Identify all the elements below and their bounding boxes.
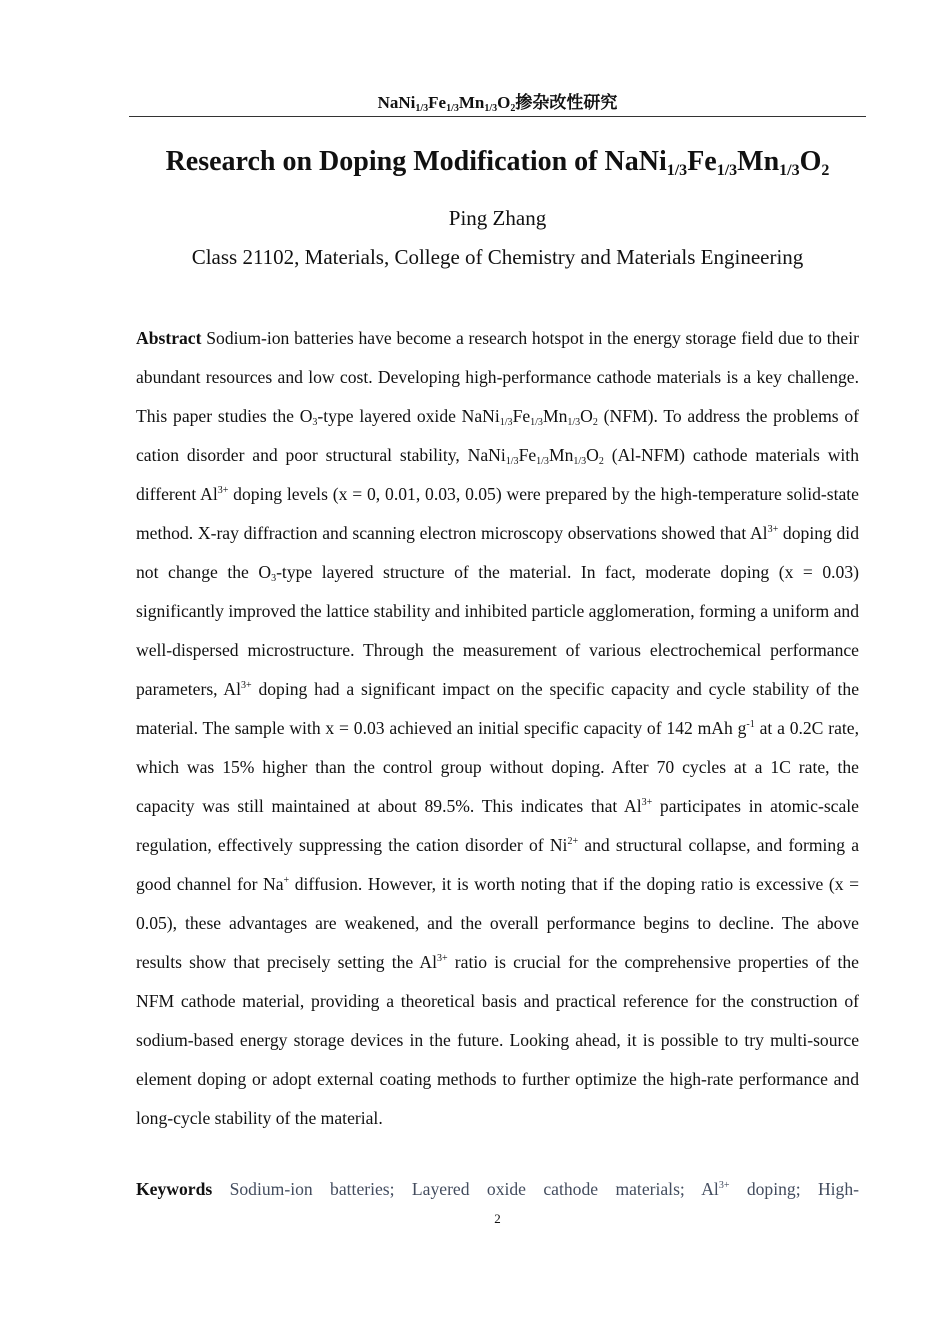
subscript: 3: [312, 417, 318, 428]
title-text: Research on Doping Modification of: [165, 146, 605, 177]
subscript: 1/3: [536, 456, 549, 467]
abstract-text: diffusion. However, it is worth noting that if the doping ratio is excessive (x = 0.05), these advantages are weakened, and the overall performance begins to decline. The above results show that precisely setting the Al: [136, 874, 860, 972]
formula-part: NaNi: [377, 93, 416, 112]
subscript: 2: [821, 162, 830, 179]
abstract-text: -type layered structure of the material. In fact, moderate doping (x = 0.03) significantly improved the lattice stability and inhibited particle agglomeration, forming a uniform and well-dispersed microstructure. Through the measurement of various electrochemical performance parameters, Al: [136, 562, 859, 699]
superscript: 3+: [641, 797, 653, 808]
abstract-text: O: [586, 445, 599, 465]
superscript: 3+: [217, 485, 229, 496]
abstract-text: (NFM). To address the problems of cation disorder and poor structural stability, NaNi: [136, 406, 860, 465]
subscript: 1/3: [484, 103, 498, 114]
keywords-line: [136, 1174, 859, 1204]
abstract-text: at a 0.2C rate, which was 15% higher than the control group without doping. After 70 cycles at a 1C rate, the capacity was still maintained at about 89.5%. This indicates that Al: [136, 718, 859, 816]
subscript: 1/3: [530, 417, 543, 428]
abstract-text: O: [580, 406, 593, 426]
formula-part: Mn: [458, 93, 485, 112]
subscript: 1/3: [415, 103, 429, 114]
author-name: Ping Zhang: [448, 206, 547, 230]
header-rule: [129, 116, 866, 117]
formula-part: O: [799, 146, 822, 177]
abstract-text: and structural collapse, and forming a good channel for Na: [136, 835, 860, 894]
running-head: [129, 92, 866, 114]
subscript: 2: [598, 456, 604, 467]
abstract-text: doping had a significant impact on the specific capacity and cycle stability of the material. The sample with x = 0.03 achieved an initial specific capacity of 142 mAh g: [136, 679, 860, 738]
keywords-text: doping; High-: [729, 1179, 859, 1199]
abstract-paragraph: [136, 319, 859, 1138]
subscript: 1/3: [573, 456, 587, 467]
subscript: 1/3: [779, 162, 800, 179]
subscript: 3: [271, 573, 277, 584]
subscript: 1/3: [716, 162, 738, 179]
abstract-text: Mn: [542, 406, 568, 426]
abstract-text: doping levels (x = 0, 0.01, 0.03, 0.05) were prepared by the high-temperature solid-state method. X-ray diffraction and scanning electron microscopy observations showed that Al: [136, 484, 859, 543]
page-number: 2: [494, 1211, 501, 1226]
formula-part: NaNi: [604, 146, 667, 177]
abstract-text: Fe: [512, 406, 531, 426]
subscript: 1/3: [505, 456, 519, 467]
subscript: 1/3: [499, 417, 513, 428]
subscript: 1/3: [567, 417, 581, 428]
subscript: 2: [592, 417, 598, 428]
formula-part: Fe: [428, 93, 447, 112]
abstract-text: -type layered oxide NaNi: [317, 406, 500, 426]
superscript: 2+: [567, 836, 579, 847]
superscript: +: [283, 875, 290, 886]
formula-part: Fe: [687, 146, 717, 177]
keywords-label: Keywords: [136, 1179, 213, 1199]
abstract-text: ratio is crucial for the comprehensive properties of the NFM cathode material, providing a theoretical basis and practical reference for the construction of sodium-based energy storage devices in the future. Looking ahead, it is possible to try multi-source element doping or adopt external coating methods to further optimize the high-rate performance and long-cycle stability of the material.: [136, 952, 859, 1128]
keywords-text: Sodium-ion batteries; Layered oxide cathode materials; Al: [212, 1179, 719, 1199]
running-head-suffix: 掺杂改性研究: [515, 93, 618, 112]
abstract-text: doping did not change the O: [136, 523, 859, 582]
abstract-text: Fe: [518, 445, 537, 465]
superscript: 3+: [718, 1180, 730, 1191]
author-affiliation: Class 21102, Materials, College of Chemistry and Materials Engineering: [191, 245, 804, 269]
abstract-text: (Al-NFM) cathode materials with different Al: [136, 445, 859, 504]
abstract-text: Sodium-ion batteries have become a research hotspot in the energy storage field due to their abundant resources and low cost. Developing high-performance cathode materials is a key challenge. This paper studies the O: [136, 328, 859, 426]
abstract-text: participates in atomic-scale regulation, effectively suppressing the cation disorder of Ni: [136, 796, 859, 855]
abstract-label: Abstract: [136, 328, 202, 348]
paper-title: [100, 143, 895, 181]
formula-part: Mn: [737, 146, 780, 177]
superscript: -1: [746, 719, 755, 730]
superscript: 3+: [437, 953, 448, 964]
superscript: 3+: [767, 524, 779, 535]
subscript: 2: [510, 103, 516, 114]
formula-part: O: [497, 93, 511, 112]
abstract-text: Mn: [548, 445, 574, 465]
superscript: 3+: [241, 680, 252, 691]
subscript: 1/3: [446, 103, 459, 114]
subscript: 1/3: [666, 162, 688, 179]
